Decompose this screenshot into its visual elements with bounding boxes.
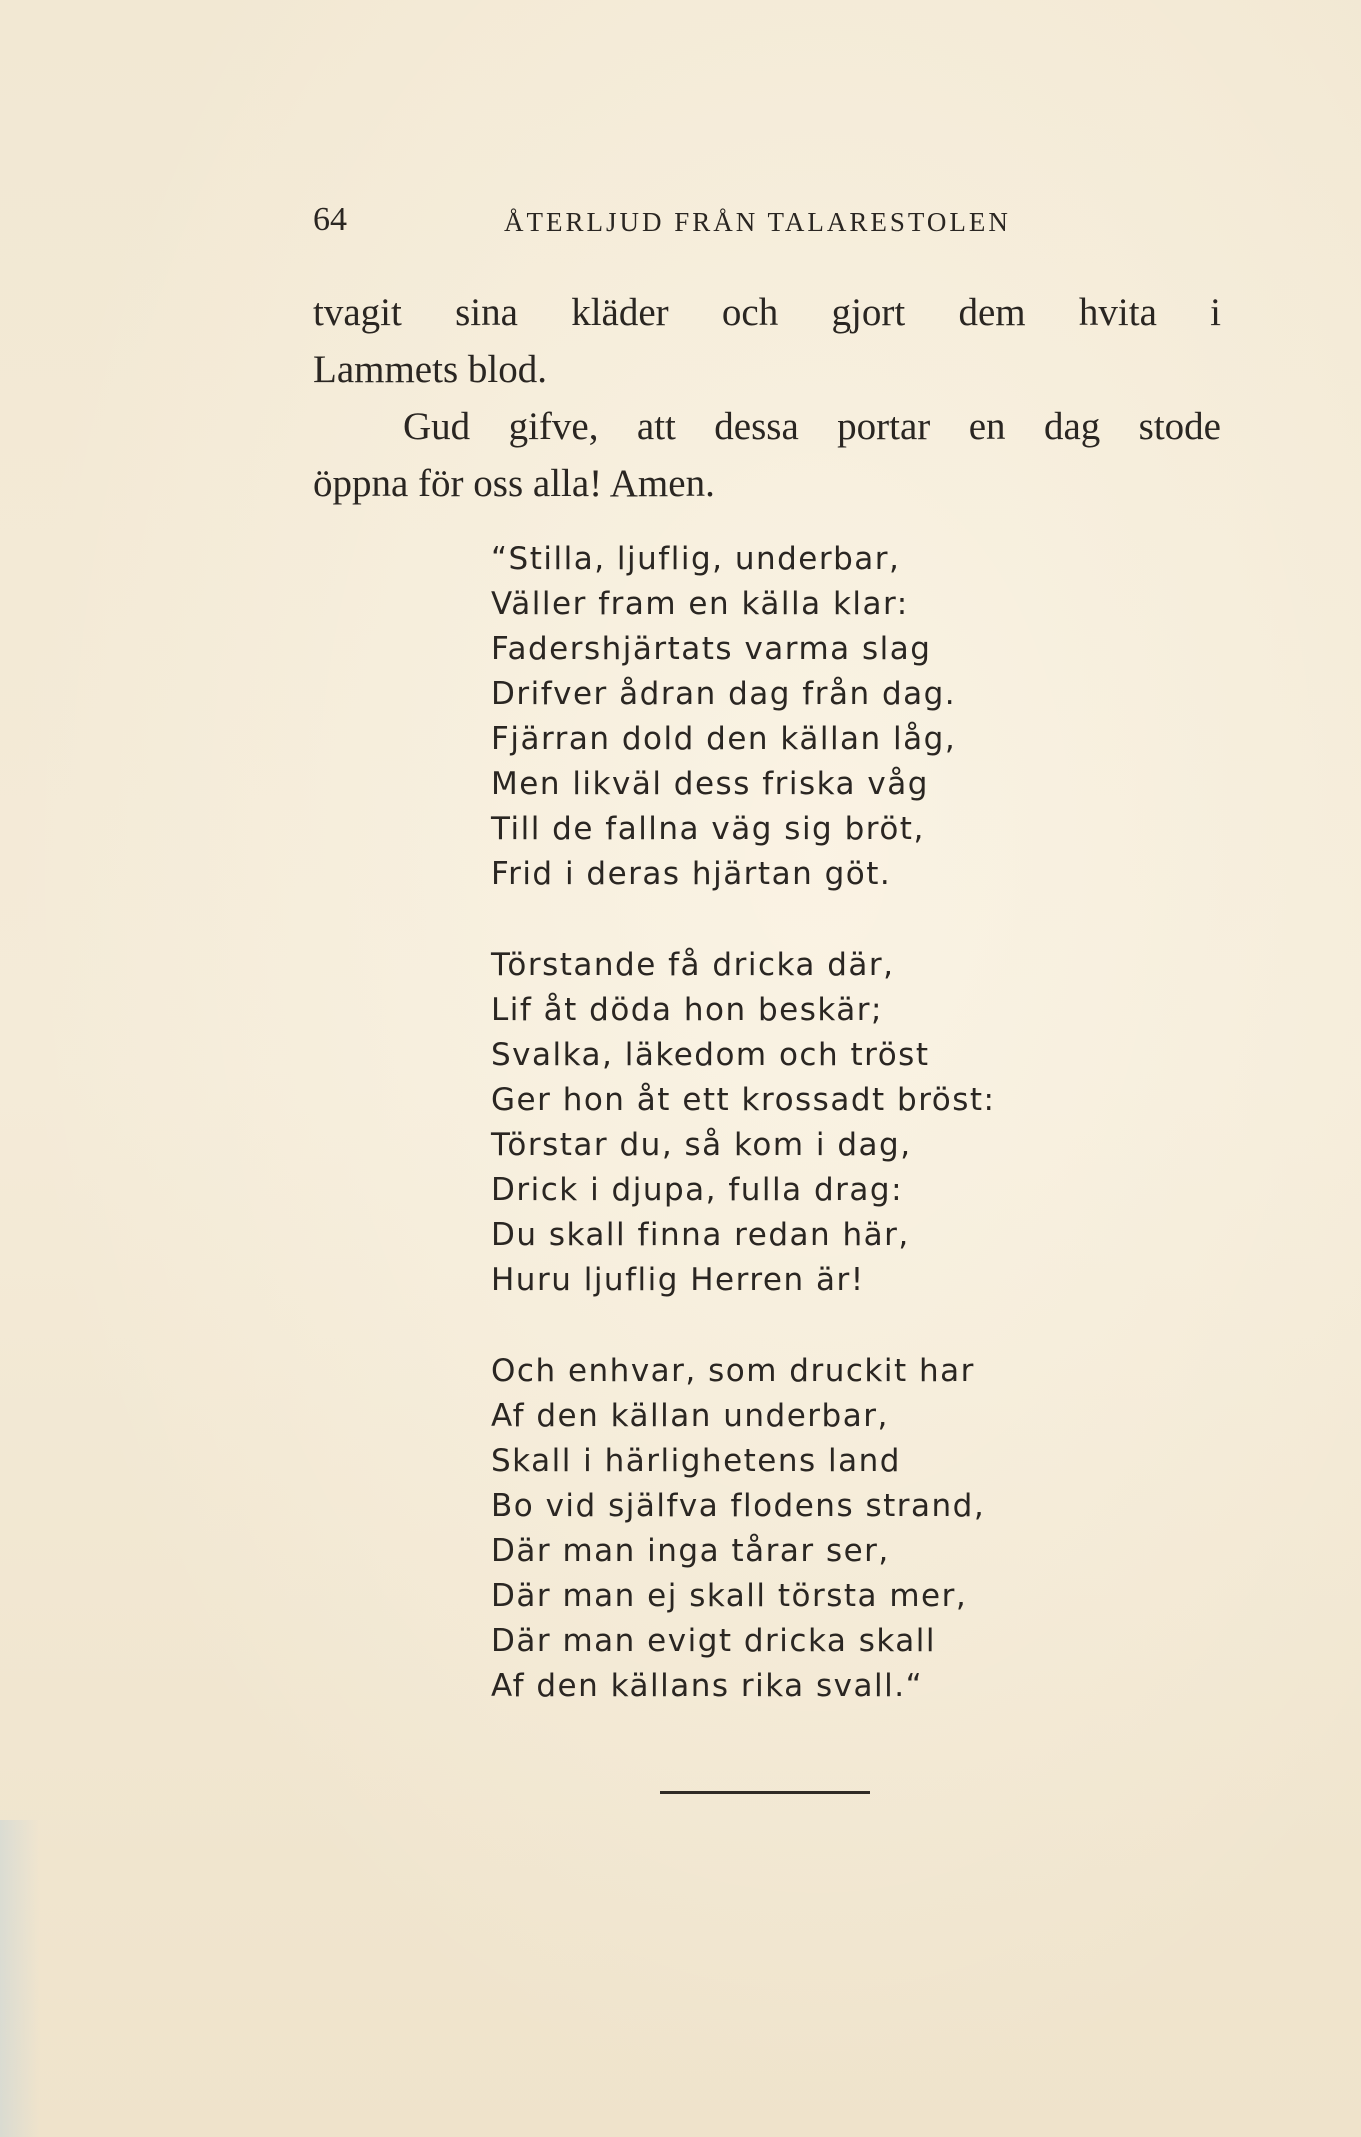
poem-line: Väller fram en källa klar: [491, 586, 909, 622]
prose-line: Gud gifve, att dessa portar en dag stode [403, 405, 1221, 448]
poem-line: Af den källans rika svall.“ [491, 1668, 924, 1704]
poem-line: Huru ljuflig Herren är! [491, 1262, 865, 1298]
poem-line: Där man ej skall törsta mer, [491, 1578, 968, 1614]
prose-line: tvagit sina kläder och gjort dem hvita i [313, 291, 1221, 334]
end-rule-divider [660, 1791, 870, 1794]
poem-line: Bo vid själfva flodens strand, [491, 1488, 986, 1524]
page-number: 64 [313, 201, 347, 238]
page-header [313, 196, 1213, 246]
prose-line: Lammets blod. [313, 348, 547, 391]
poem-line: Törstande få dricka där, [491, 947, 895, 983]
poem-line: Fadershjärtats varma slag [491, 631, 932, 667]
poem-line: Men likväl dess friska våg [491, 766, 929, 802]
poem-line: Drick i djupa, fulla drag: [491, 1172, 904, 1208]
poem-line: Där man inga tårar ser, [491, 1533, 890, 1569]
poem-line: Svalka, läkedom och tröst [491, 1037, 930, 1073]
poem-line: Af den källan underbar, [491, 1398, 889, 1434]
poem [491, 537, 1111, 1755]
poem-line: Lif åt döda hon beskär; [491, 992, 883, 1028]
poem-line: Där man evigt dricka skall [491, 1623, 936, 1659]
poem-line: Fjärran dold den källan låg, [491, 721, 957, 757]
poem-line: Drifver ådran dag från dag. [491, 676, 957, 712]
poem-line: Ger hon åt ett krossadt bröst: [491, 1082, 996, 1118]
poem-line: Du skall finna redan här, [491, 1217, 910, 1253]
poem-line: Skall i härlighetens land [491, 1443, 901, 1479]
prose-line: öppna för oss alla! Amen. [313, 462, 715, 505]
poem-stanza [491, 943, 1111, 1303]
poem-line: “Stilla, ljuflig, underbar, [491, 541, 901, 577]
running-head: ÅTERLJUD FRÅN TALARESTOLEN [504, 207, 1011, 237]
poem-line: Och enhvar, som druckit har [491, 1353, 975, 1389]
poem-line: Till de fallna väg sig bröt, [491, 811, 925, 847]
poem-stanza [491, 537, 1111, 897]
poem-stanza [491, 1349, 1111, 1709]
poem-line: Törstar du, så kom i dag, [491, 1127, 912, 1163]
poem-line: Frid i deras hjärtan göt. [491, 856, 892, 892]
page-edge-shadow [0, 1820, 40, 2137]
prose-text [313, 284, 1221, 512]
